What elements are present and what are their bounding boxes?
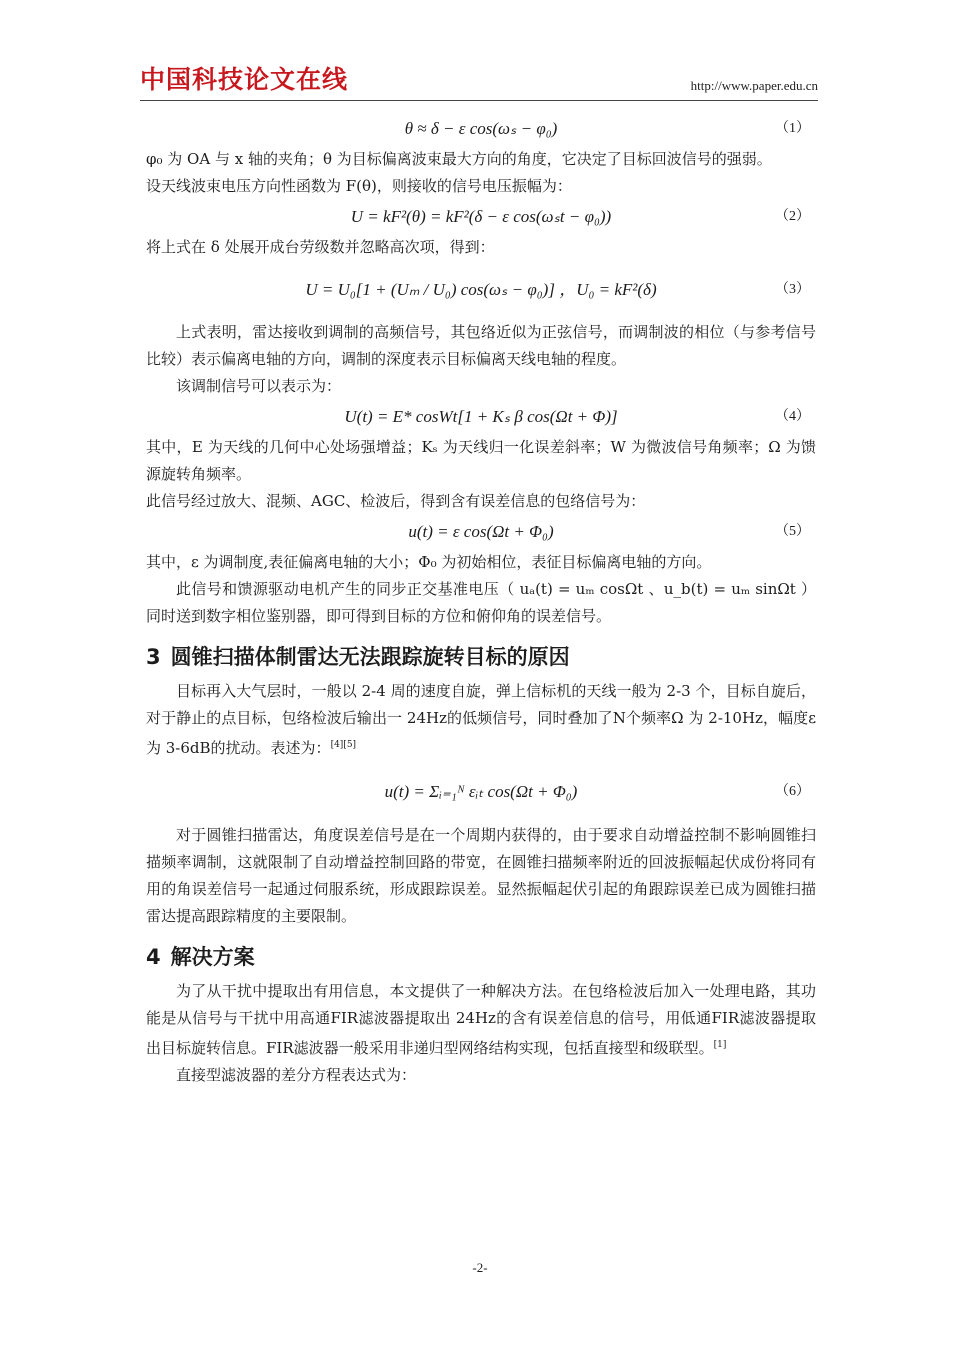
- paragraph: 其中，E 为天线的几何中心处场强增益；Kₛ 为天线归一化误差斜率；W 为微波信号角频率；Ω 为馈源旋转角频率。: [146, 438, 816, 483]
- equation-number: （1）: [775, 121, 810, 136]
- page-header: [140, 64, 818, 101]
- paragraph: 此信号和馈源驱动电机产生的同步正交基准电压（ uₐ(t) = uₘ cosΩt 、u_b(t) = uₘ sinΩt ）同时送到数字相位鉴别器，即可得到目标的方位和俯仰角的误差信号。: [146, 580, 816, 625]
- paragraph-text: 为了从干扰中提取出有用信息，本文提供了一种解决方法。在包络检波后加入一处理电路，其功能是从信号与干扰中用高通FIR滤波器提取出 24Hz的含有误差信息的信号，用低通FIR滤波器提取出目标旋转信息。FIR滤波器一般采用非递归型网络结构实现，包括直接型和级联型。: [146, 982, 816, 1057]
- header-url[interactable]: http://www.paper.edu.cn: [690, 78, 818, 93]
- equation-number: （5）: [775, 524, 810, 539]
- equation-number: （6）: [775, 784, 810, 799]
- citation: [4][5]: [330, 740, 357, 750]
- paragraph: 其中，ε 为调制度,表征偏离电轴的大小；Φ₀ 为初始相位，表征目标偏离电轴的方向。: [146, 553, 712, 571]
- equation-number: （2）: [775, 209, 810, 224]
- equation-1: [146, 114, 816, 144]
- equation-expression: U = U₀[1 + (Uₘ / U₀) cos(ωₛ − φ₀)] ，U₀ = kF²(δ): [305, 280, 657, 299]
- section-number: 4: [146, 945, 161, 969]
- equation-4: [146, 402, 816, 432]
- equation-expression: u(t) = Σᵢ₌₁ᴺ εᵢₜ cos(Ωt + Φ₀): [384, 782, 578, 801]
- article-body: [146, 112, 816, 1089]
- equation-3: [146, 263, 816, 317]
- section-heading: [146, 640, 816, 674]
- equation-expression: θ ≈ δ − ε cos(ωₛ − φ₀): [404, 119, 558, 138]
- equation-expression: u(t) = ε cos(Ωt + Φ₀): [408, 522, 554, 541]
- paragraph: 上式表明，雷达接收到调制的高频信号，其包络近似为正弦信号，而调制波的相位（与参考信号比较）表示偏离电轴的方向，调制的深度表示目标偏离天线电轴的程度。: [146, 323, 816, 368]
- equation-number: （3）: [775, 282, 810, 297]
- paragraph: 该调制信号可以表示为：: [176, 377, 342, 395]
- paragraph-text: 目标再入大气层时，一般以 2-4 周的速度自旋，弹上信标机的天线一般为 2-3 个，目标自旋后，对于静止的点目标，包络检波后输出一 24Hz的低频信号，同时叠加了N个频率Ω 为 2-10Hz，幅度ε 为 3-6dB的扰动。表述为：: [146, 682, 816, 757]
- equation-5: [146, 517, 816, 547]
- equation-number: （4）: [775, 409, 810, 424]
- logo-text: 中国科技论文在线: [140, 65, 349, 94]
- paragraph: φ₀ 为 OA 与 x 轴的夹角；θ 为目标偏离波束最大方向的角度，它决定了目标回波信号的强弱。: [146, 150, 772, 168]
- section-number: 3: [146, 645, 161, 669]
- citation: [1]: [713, 1040, 727, 1050]
- section-title: 圆锥扫描体制雷达无法跟踪旋转目标的原因: [170, 645, 570, 669]
- paragraph: [146, 678, 816, 762]
- equation-6: [146, 764, 816, 820]
- equation-2: [146, 202, 816, 232]
- section-heading: [146, 940, 816, 974]
- paragraph: [146, 978, 816, 1062]
- paragraph: 设天线波束电压方向性函数为 F(θ)，则接收的信号电压振幅为：: [146, 177, 572, 195]
- paragraph: 将上式在 δ 处展开成台劳级数并忽略高次项，得到：: [146, 238, 495, 256]
- page-number: -2-: [472, 1260, 488, 1275]
- paragraph: 直接型滤波器的差分方程表达式为：: [176, 1066, 417, 1084]
- paragraph: 对于圆锥扫描雷达，角度误差信号是在一个周期内获得的，由于要求自动增益控制不影响圆锥扫描频率调制，这就限制了自动增益控制回路的带宽，在圆锥扫描频率附近的回波振幅起伏成份将同有用的角误差信号一起通过伺服系统，形成跟踪误差。显然振幅起伏引起的角跟踪误差已成为圆锥扫描雷达提高跟踪精度的主要限制。: [146, 826, 816, 925]
- paragraph: 此信号经过放大、混频、AGC、检波后，得到含有误差信息的包络信号为：: [146, 492, 646, 510]
- section-title: 解决方案: [170, 945, 255, 969]
- equation-expression: U = kF²(θ) = kF²(δ − ε cos(ωₛt − φ₀)): [350, 207, 612, 226]
- equation-expression: U(t) = E* cosWt[1 + Kₛ β cos(Ωt + Φ)]: [344, 407, 618, 426]
- journal-logo: [140, 64, 348, 96]
